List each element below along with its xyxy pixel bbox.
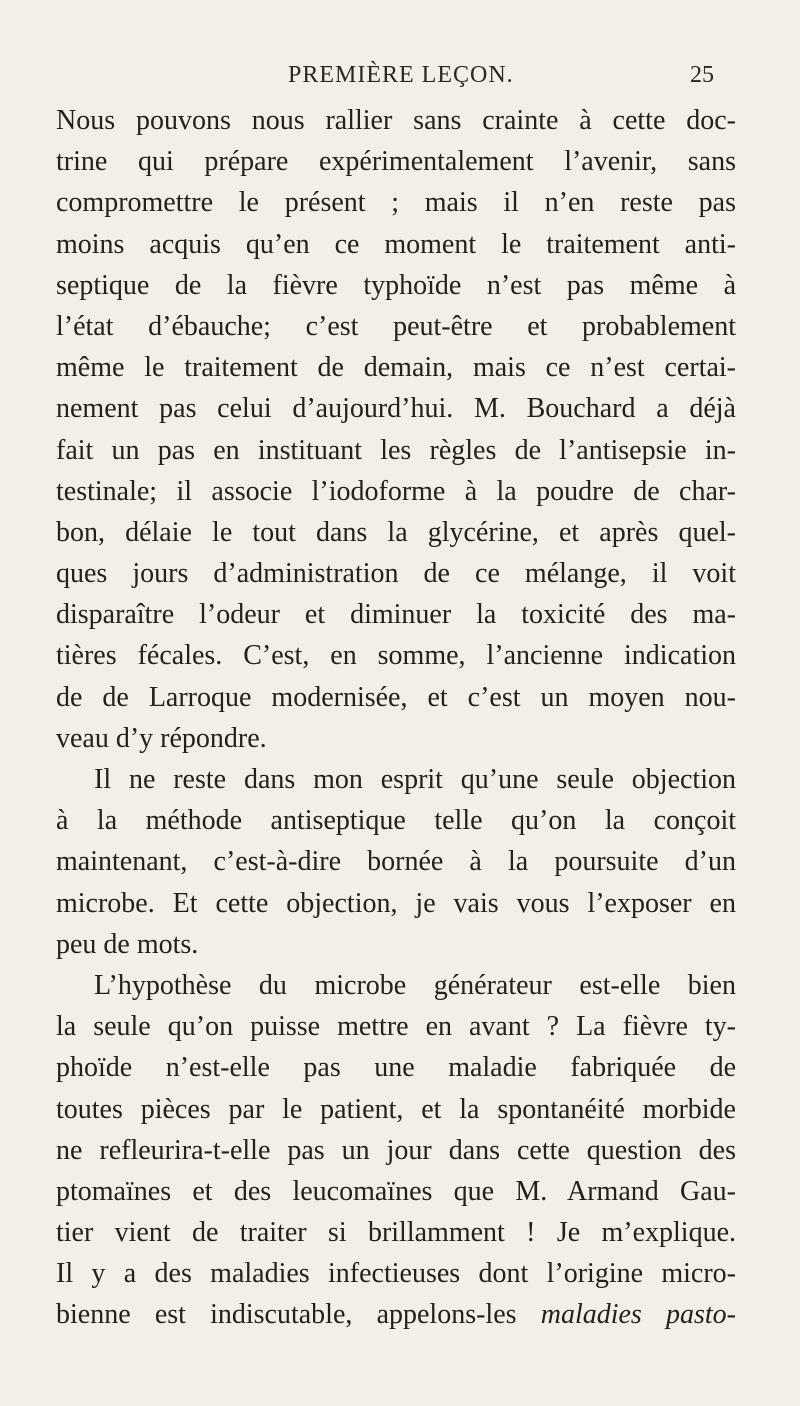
text-line: de de Larroque modernisée, et c’est un moyen nou- — [56, 681, 736, 713]
text-line: tières fécales. C’est, en somme, l’ancienne indication — [56, 640, 736, 672]
text-line: la seule qu’on puisse mettre en avant ? La fièvre ty- — [56, 1011, 736, 1043]
running-title: PREMIÈRE LEÇON. — [288, 62, 514, 88]
text-line: l’état d’ébauche; c’est peut-être et probablement — [56, 310, 736, 342]
text-line: maintenant, c’est-à-dire bornée à la poursuite d’un — [56, 846, 736, 878]
text-line: peu de mots. — [56, 928, 199, 960]
text-line: Il y a des maladies infectieuses dont l’origine micro- — [56, 1258, 736, 1290]
text-line: disparaître l’odeur et diminuer la toxicité des ma- — [56, 599, 736, 631]
text-line: Il ne reste dans mon esprit qu’une seule objection — [94, 764, 736, 795]
text-line: ptomaïnes et des leucomaïnes que M. Armand Gau- — [56, 1175, 736, 1207]
text-line: L’hypothèse du microbe générateur est-elle bien — [94, 969, 736, 1001]
page-number: 25 — [690, 62, 714, 88]
text-line: ques jours d’administration de ce mélange, il voit — [56, 558, 736, 590]
italic-term: maladies pasto- — [540, 1299, 736, 1331]
text-line: tier vient de traiter si brillamment ! Je m’explique. — [56, 1217, 736, 1249]
text-line: moins acquis qu’en ce moment le traitement anti- — [56, 228, 736, 260]
text-line: microbe. Et cette objection, je vais vous l’exposer en — [56, 887, 736, 919]
text-line: Nous pouvons nous rallier sans crainte à cette doc- — [56, 105, 736, 136]
text-line: veau d’y répondre. — [56, 722, 267, 754]
text-line: ne refleurira-t-elle pas un jour dans cette question des — [56, 1134, 736, 1166]
text-line: phoïde n’est-elle pas une maladie fabriquée de — [56, 1052, 736, 1084]
text-line: septique de la fièvre typhoïde n’est pas même à — [56, 269, 736, 301]
text-line: fait un pas en instituant les règles de l’antisepsie in- — [56, 434, 736, 466]
text-line: à la méthode antiseptique telle qu’on la conçoit — [56, 805, 736, 837]
text-line: testinale; il associe l’iodoforme à la poudre de char- — [56, 475, 736, 507]
text-line: toutes pièces par le patient, et la spontanéité morbide — [56, 1093, 736, 1125]
text-line-last — [56, 1294, 736, 1335]
text-line: même le traitement de demain, mais ce n’est certai- — [56, 352, 736, 384]
text-line: trine qui prépare expérimentalement l’avenir, sans — [56, 146, 736, 178]
text-line: compromettre le présent ; mais il n’en reste pas — [56, 187, 736, 219]
running-head — [0, 62, 800, 92]
text-line: nement pas celui d’aujourd’hui. M. Bouchard a déjà — [56, 393, 736, 425]
text-line: bon, délaie le tout dans la glycérine, et après quel- — [56, 516, 736, 548]
body-text — [56, 100, 736, 1336]
text-line-roman: bienne est indiscutable, appelons-les — [56, 1299, 517, 1331]
